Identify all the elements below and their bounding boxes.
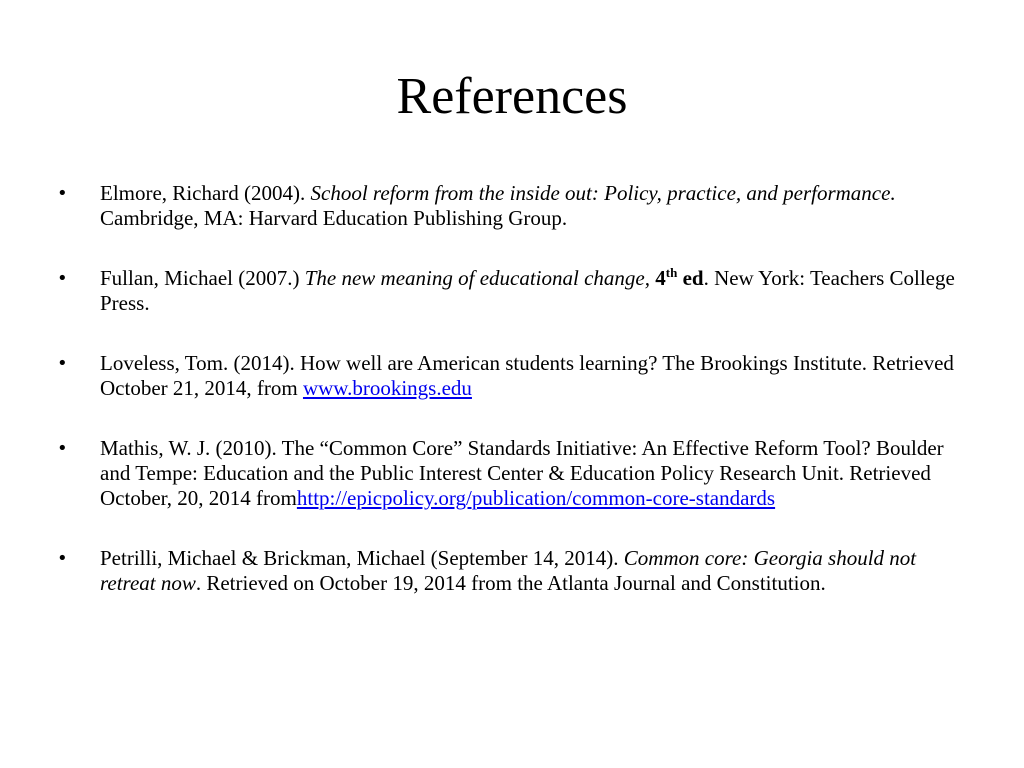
reference-item-fullan [57, 266, 957, 316]
reference-item-elmore [57, 181, 957, 231]
reference-author: Elmore, Richard (2004). [100, 181, 311, 205]
reference-edition-label: ed [677, 266, 704, 290]
bullet-icon: • [57, 438, 68, 459]
slide-title: References [396, 68, 628, 125]
reference-link-brookings[interactable]: www.brookings.edu [302, 376, 472, 400]
reference-author: Fullan, Michael (2007.) [100, 266, 305, 290]
reference-edition-number: 4 [650, 266, 666, 290]
reference-title: The new meaning of educational change, [304, 266, 650, 290]
reference-publisher: Cambridge, MA: Harvard Education Publishing Group. [100, 206, 568, 230]
reference-list [57, 181, 957, 631]
reference-title: Common core: Georgia should not retreat now [100, 546, 917, 595]
reference-author: Petrilli, Michael & Brickman, Michael (September 14, 2014). [100, 546, 624, 570]
reference-edition-superscript: th [665, 265, 678, 280]
reference-item-petrilli [57, 546, 957, 596]
reference-text: Loveless, Tom. (2014). How well are American students learning? The Brookings Institute. Retrieved October 21, 2014, from [100, 351, 954, 400]
bullet-icon: • [57, 268, 68, 289]
reference-link-epicpolicy[interactable]: http://epicpolicy.org/publication/common-core-standards [296, 486, 776, 510]
bullet-icon: • [57, 548, 68, 569]
reference-source: . Retrieved on October 19, 2014 from the Atlanta Journal and Constitution. [195, 571, 826, 595]
reference-item-mathis [57, 436, 957, 511]
reference-publisher: . New York: Teachers College Press. [100, 266, 955, 315]
reference-text: Mathis, W. J. (2010). The “Common Core” Standards Initiative: An Effective Reform Tool? Boulder and Tempe: Education and the Public Interest Center & Education Policy Research Unit. Retrieved October, 20, 2014 from [100, 436, 944, 510]
bullet-icon: • [57, 353, 68, 374]
bullet-icon: • [57, 183, 68, 204]
reference-title: School reform from the inside out: Policy, practice, and performance. [310, 181, 896, 205]
reference-item-loveless [57, 351, 957, 401]
